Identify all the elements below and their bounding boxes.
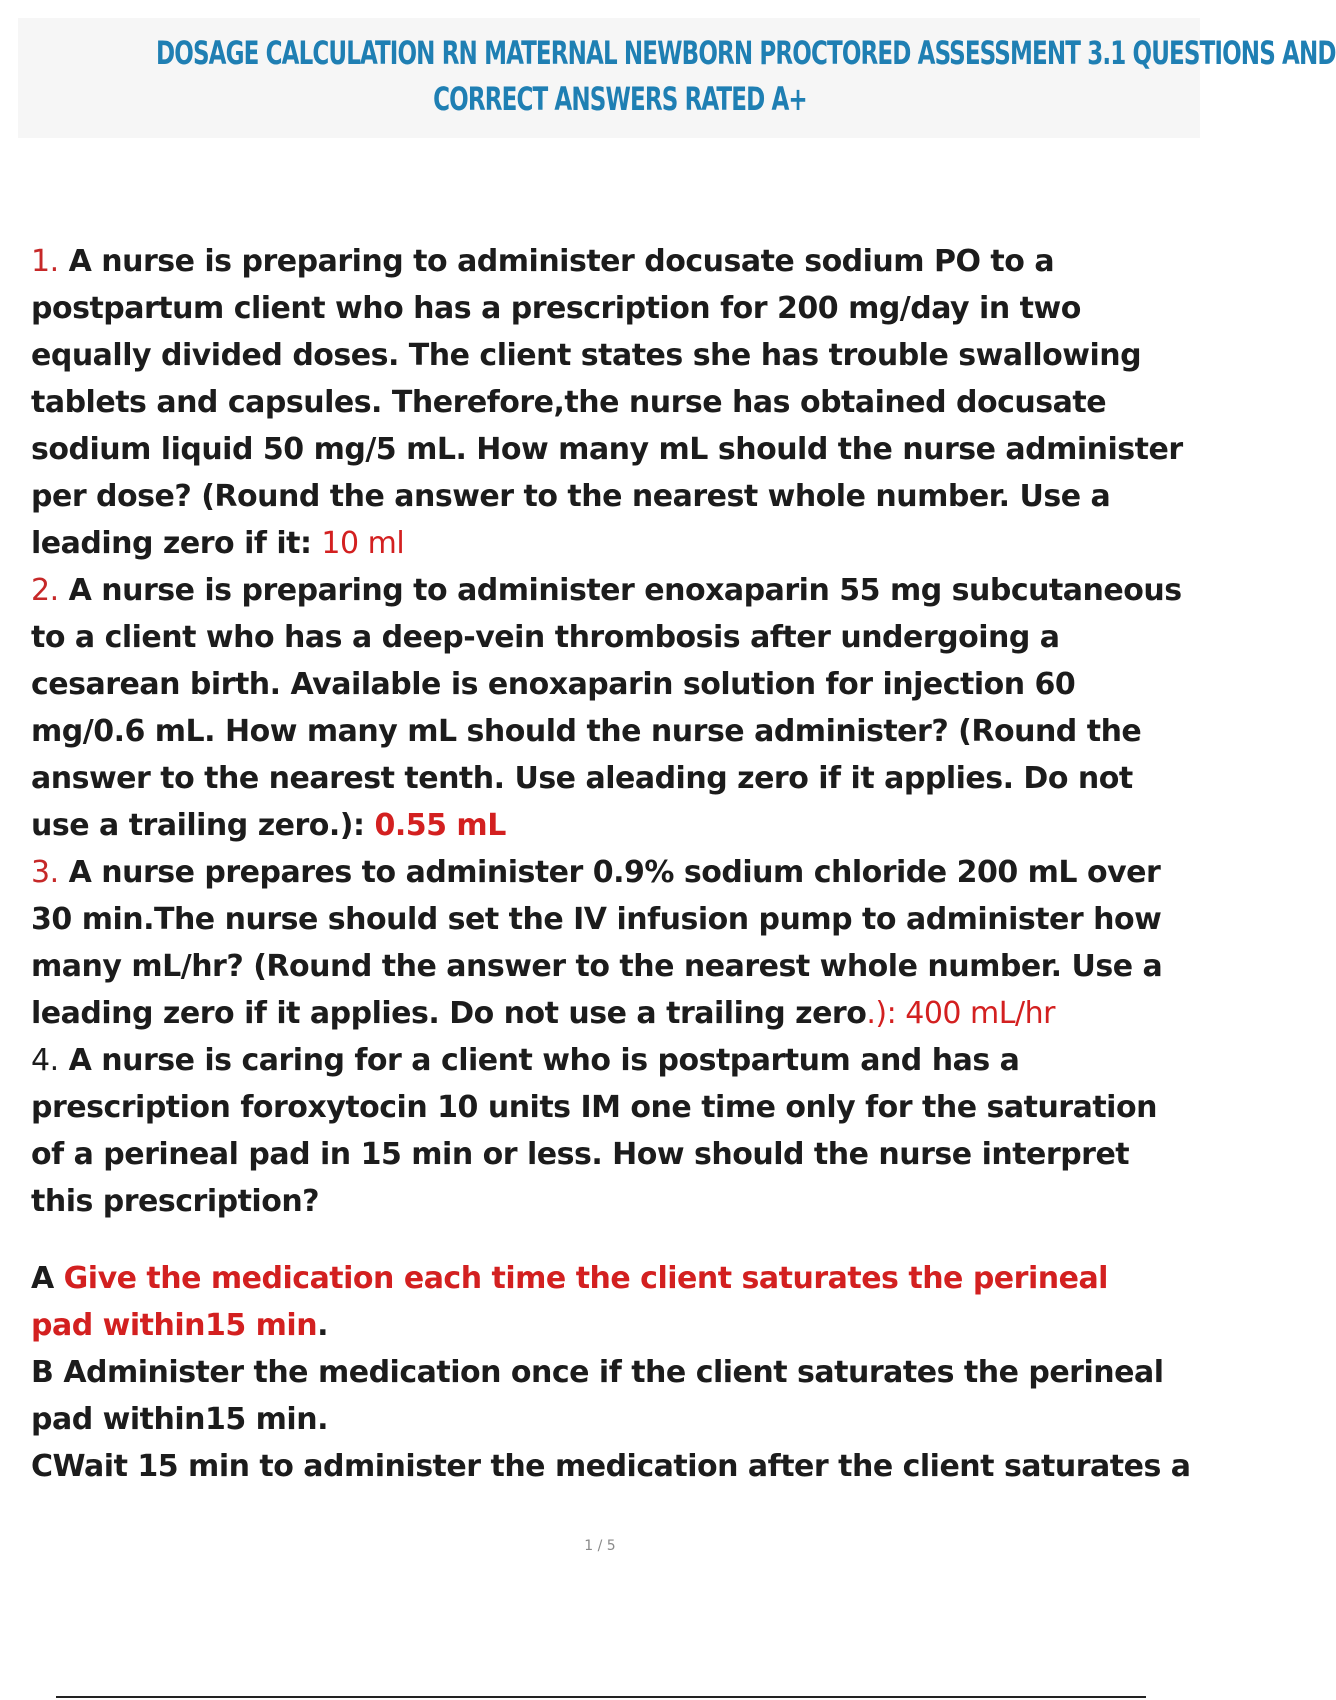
option-text: pad within15 min. bbox=[31, 1402, 328, 1437]
question-text-line: this prescription? bbox=[31, 1184, 320, 1219]
option-letter: C bbox=[31, 1449, 53, 1484]
question-number: 1. bbox=[31, 244, 59, 279]
answer-option-b bbox=[31, 1349, 1271, 1443]
question-text-line: many mL/hr? (Round the answer to the nearest whole number. Use a bbox=[31, 949, 1163, 984]
answer-prefix: .): bbox=[866, 996, 906, 1031]
title-line-1: DOSAGE CALCULATION RN MATERNAL NEWBORN PROCTORED ASSESSMENT 3.1 QUESTIONS AND bbox=[156, 34, 1336, 72]
question-4 bbox=[31, 1037, 1271, 1490]
answer: 10 ml bbox=[321, 526, 405, 561]
option-letter: B bbox=[31, 1355, 64, 1390]
answer-option-a bbox=[31, 1255, 1271, 1349]
question-text-line: mg/0.6 mL. How many mL should the nurse administer? (Round the bbox=[31, 714, 1142, 749]
option-text-tail: . bbox=[317, 1308, 328, 1343]
document-title bbox=[156, 30, 1336, 122]
question-text-line: prescription foroxytocin 10 units IM one time only for the saturation bbox=[31, 1090, 1157, 1125]
question-text-line: of a perineal pad in 15 min or less. How should the nurse interpret bbox=[31, 1137, 1130, 1172]
question-text-line: A nurse is caring for a client who is postpartum and has a bbox=[68, 1043, 1020, 1078]
question-number: 4. bbox=[31, 1043, 59, 1078]
question-text-line: tablets and capsules. Therefore,the nurse has obtained docusate bbox=[31, 385, 1107, 420]
question-1 bbox=[31, 238, 1271, 567]
question-3 bbox=[31, 849, 1271, 1037]
answer: 0.55 mL bbox=[374, 808, 506, 843]
option-text: Administer the medication once if the client saturates the perineal bbox=[63, 1355, 1164, 1390]
answer: 400 mL/hr bbox=[905, 996, 1055, 1031]
question-text-line: A nurse is preparing to administer enoxaparin 55 mg subcutaneous bbox=[68, 573, 1182, 608]
answer-option-c bbox=[31, 1443, 1271, 1490]
option-letter: A bbox=[31, 1261, 64, 1296]
question-text-line: leading zero if it applies. Do not use a trailing zero bbox=[31, 996, 867, 1031]
question-text-line: 30 min.The nurse should set the IV infusion pump to administer how bbox=[31, 902, 1162, 937]
page-indicator: 1 / 5 bbox=[584, 1538, 616, 1554]
title-line-2: CORRECT ANSWERS RATED A+ bbox=[433, 80, 807, 118]
question-text-line: postpartum client who has a prescription for 200 mg/day in two bbox=[31, 291, 1081, 326]
question-number: 3. bbox=[31, 855, 59, 890]
question-text-line: leading zero if it: bbox=[31, 526, 322, 561]
question-text-line: cesarean birth. Available is enoxaparin solution for injection 60 bbox=[31, 667, 1076, 702]
option-text: Give the medication each time the client saturates the perineal bbox=[63, 1261, 1108, 1296]
divider bbox=[56, 1696, 1146, 1698]
question-text-line: use a trailing zero.): bbox=[31, 808, 375, 843]
question-list bbox=[31, 238, 1271, 1490]
question-text-line: sodium liquid 50 mg/5 mL. How many mL should the nurse administer bbox=[31, 432, 1183, 467]
option-text: Wait 15 min to administer the medication after the client saturates a bbox=[52, 1449, 1191, 1484]
question-number: 2. bbox=[31, 573, 59, 608]
option-text: pad within15 min bbox=[31, 1308, 318, 1343]
question-2 bbox=[31, 567, 1271, 849]
question-text-line: equally divided doses. The client states she has trouble swallowing bbox=[31, 338, 1142, 373]
question-text-line: to a client who has a deep-vein thrombosis after undergoing a bbox=[31, 620, 1060, 655]
question-text-line: A nurse prepares to administer 0.9% sodium chloride 200 mL over bbox=[68, 855, 1161, 890]
question-text-line: A nurse is preparing to administer docusate sodium PO to a bbox=[68, 244, 1055, 279]
question-text-line: per dose? (Round the answer to the nearest whole number. Use a bbox=[31, 479, 1111, 514]
question-text-line: answer to the nearest tenth. Use aleading zero if it applies. Do not bbox=[31, 761, 1133, 796]
